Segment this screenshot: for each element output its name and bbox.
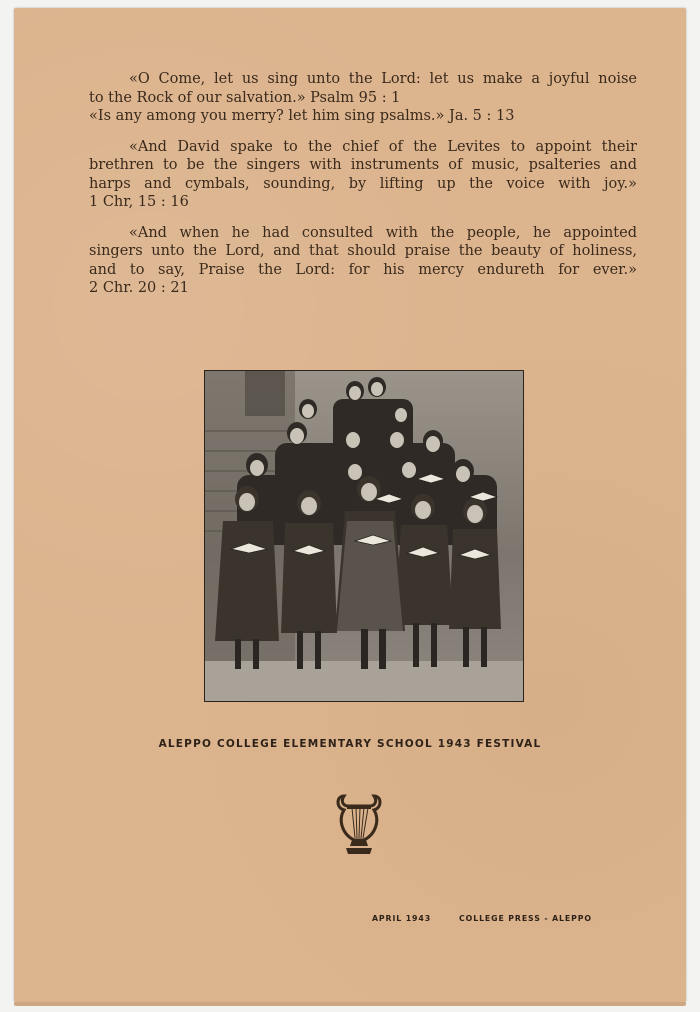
verse-1-chronicles (89, 138, 637, 212)
verse-line: brethren to be the singers with instruments of music, psalteries and (89, 157, 637, 173)
colophon (372, 914, 592, 923)
print-date: APRIL 1943 (372, 914, 432, 923)
verse-2-chronicles (89, 224, 637, 298)
verse-line: and to say, Praise the Lord: for his mercy endureth for ever.» (89, 261, 637, 278)
press-name: COLLEGE PRESS - ALEPPO (459, 914, 592, 923)
choir-photograph (204, 370, 524, 702)
choir-photo-illustration (205, 371, 523, 701)
verse-line: to the Rock of our salvation.» Psalm 95 : 1 (89, 89, 401, 106)
verse-line: «Is any among you merry? let him sing psalms.» Ja. 5 : 13 (89, 108, 515, 124)
verse-line: 2 Chr. 20 : 21 (89, 280, 189, 296)
festival-caption: ALEPPO COLLEGE ELEMENTARY SCHOOL 1943 FESTIVAL (158, 738, 542, 750)
program-sheet (14, 8, 686, 1002)
verse-line: harps and cymbals, sounding, by lifting up the voice with joy.» (89, 175, 637, 192)
scripture-verses (89, 70, 637, 310)
verse-line: singers unto the Lord, and that should praise the beauty of holiness, (89, 243, 637, 259)
verse-line: «O Come, let us sing unto the Lord: let us make a joyful noise (129, 71, 637, 87)
verse-line: «And David spake to the chief of the Levites to appoint their (129, 138, 637, 155)
lyre-icon (334, 790, 384, 856)
verse-psalm-95 (89, 70, 637, 126)
verse-line: 1 Chr, 15 : 16 (89, 194, 189, 210)
verse-line: «And when he had consulted with the people, he appointed (129, 224, 637, 241)
